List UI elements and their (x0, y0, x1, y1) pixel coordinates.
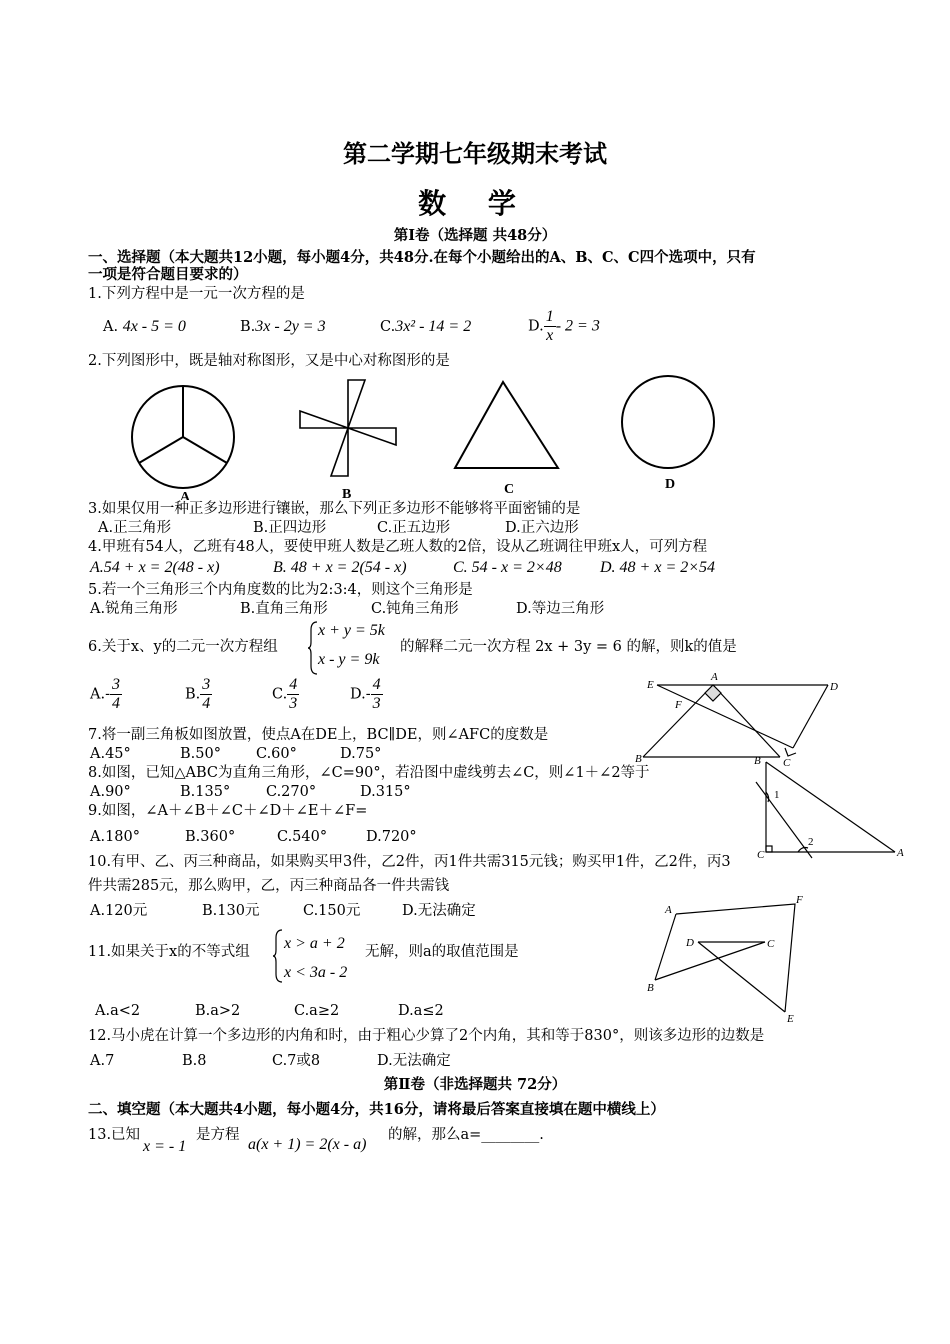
q9-option-a: A.180° (90, 829, 141, 845)
q3-stem: 3.如果仅用一种正多边形进行镶嵌，那么下列正多边形不能够将平面密铺的是 (88, 501, 581, 517)
q12-option-c: C.7或8 (272, 1053, 321, 1069)
q10-option-a: A.120元 (90, 903, 148, 919)
q6-option-b: B. $\frac{3}{4}$ (185, 676, 211, 712)
q4-option-d: D. 48 + x = 2×54 (600, 559, 716, 576)
q7-label-f: F (675, 699, 682, 711)
q8-label-1: 1 (774, 789, 780, 801)
section1-heading: 一、选择题（本大题共12小题，每小题4分，共48分.在每个小题给出的A、B、C、C四个选项中，只有 (88, 249, 756, 266)
subject-title: 数 学 (418, 187, 532, 220)
q4-stem: 4.甲班有54人，乙班有48人，要使甲班人数是乙班人数的2倍，设从乙班调往甲班x人，可列方程 (88, 539, 708, 555)
q9-label-f: F (796, 894, 803, 906)
q9-label-a: A (665, 904, 672, 916)
q5-option-c: C.钝角三角形 (371, 601, 459, 617)
q7-option-d: D.75° (340, 746, 382, 762)
q10-option-d: D.无法确定 (402, 903, 476, 919)
figure-b-pinwheel (300, 380, 396, 476)
q3-option-b: B.正四边形 (253, 520, 327, 536)
q6-option-a: A.- $\frac{3}{4}$ (90, 676, 120, 712)
q10-stem: 10.有甲、乙、丙三种商品，如果购买甲3件，乙2件，丙1件共需315元钱；购买甲1件，乙2件，丙3 (88, 854, 731, 870)
q11-option-a: A.a<2 (95, 1003, 141, 1019)
q3-option-c: C.正五边形 (377, 520, 451, 536)
q9-option-d: D.720° (366, 829, 417, 845)
part2-heading: 第Ⅱ卷（非选择题共 72分） (383, 1076, 567, 1093)
q1-stem: 1.下列方程中是一元一次方程的是 (88, 286, 305, 302)
q6-eq2: x - y = 9k (318, 651, 380, 668)
q11-stem-a: 11.如果关于x的不等式组 (88, 944, 250, 960)
q12-option-b: B.8 (182, 1053, 207, 1069)
q7-stem: 7.将一副三角板如图放置，使点A在DE上，BC∥DE，则∠AFC的度数是 (88, 727, 549, 743)
q6-eq1: x + y = 5k (318, 622, 385, 639)
q7-label-e: E (647, 679, 654, 691)
part1-heading: 第Ⅰ卷（选择题 共48分） (393, 227, 557, 244)
q5-stem: 5.若一个三角形三个内角度数的比为2:3:4，则这个三角形是 (88, 582, 473, 598)
q4-option-c: C. 54 - x = 2×48 (453, 559, 562, 576)
figure-a-divided-circle (132, 386, 234, 488)
q8-label-c: C (757, 849, 765, 861)
q9-label-c: C (767, 938, 775, 950)
q7-option-c: C.60° (256, 746, 297, 762)
q11-option-d: D.a≤2 (398, 1003, 444, 1019)
q9-label-b: B (647, 982, 654, 994)
q9-figure (640, 890, 815, 1025)
q8-option-b: B.135° (180, 784, 231, 800)
q8-figure (750, 754, 910, 864)
q6-option-d: D.- $\frac{4}{3}$ (350, 676, 381, 712)
q12-stem: 12.马小虎在计算一个多边形的内角和时，由于粗心少算了2个内角，其和等于830°，则该多边形的边数是 (88, 1028, 765, 1044)
q11-ineq2: x < 3a - 2 (284, 964, 348, 981)
q7-label-c: C (783, 757, 791, 768)
q13-middle: 是方程 (196, 1127, 240, 1143)
q8-stem: 8.如图，已知△ABC为直角三角形，∠C=90°，若沿图中虚线剪去∠C，则∠1＋∠2等于 (88, 765, 650, 781)
q5-option-b: B.直角三角形 (240, 601, 328, 617)
q3-option-d: D.正六边形 (505, 520, 579, 536)
q2-stem: 2.下列图形中，既是轴对称图形，又是中心对称图形的是 (88, 353, 450, 369)
q11-stem-b: 无解，则a的取值范围是 (365, 944, 519, 960)
q10-option-b: B.130元 (202, 903, 260, 919)
q5-option-a: A.锐角三角形 (90, 601, 178, 617)
figure-a-label: A (180, 490, 191, 500)
q11-option-c: C.a≥2 (294, 1003, 340, 1019)
q10-stem-cont: 件共需285元，那么购甲，乙，丙三种商品各一件共需钱 (88, 878, 450, 894)
q7-label-b: B (635, 753, 642, 765)
q11-option-b: B.a>2 (195, 1003, 241, 1019)
page-title: 第二学期七年级期末考试 (343, 139, 607, 168)
q13-prefix: 13.已知 (88, 1127, 141, 1143)
q12-option-a: A.7 (90, 1053, 115, 1069)
q8-label-a: A (897, 847, 904, 859)
figure-c-triangle (455, 382, 558, 468)
q7-label-d: D (830, 681, 838, 693)
q11-brace (272, 928, 284, 984)
q6-option-c: C. $\frac{4}{3}$ (272, 676, 298, 712)
q6-stem-b: 的解释二元一次方程 2x + 3y = 6 的解，则k的值是 (400, 639, 737, 655)
q5-option-d: D.等边三角形 (516, 601, 605, 617)
q4-option-b: B. 48 + x = 2(54 - x) (273, 559, 407, 576)
figure-d-label: D (665, 477, 676, 492)
q7-figure (635, 668, 850, 768)
q13-condition: x = - 1 (143, 1138, 187, 1155)
q3-option-a: A.正三角形 (98, 520, 172, 536)
q9-option-b: B.360° (185, 829, 236, 845)
q12-option-d: D.无法确定 (377, 1053, 451, 1069)
section2-heading: 二、填空题（本大题共4小题，每小题4分，共16分，请将最后答案直接填在题中横线上） (88, 1101, 665, 1118)
q11-ineq1: x > a + 2 (284, 935, 345, 952)
q7-option-a: A.45° (90, 746, 131, 762)
q1-option-b: B.3x - 2y = 3 (240, 318, 326, 335)
q4-option-a: A.54 + x = 2(48 - x) (90, 559, 220, 576)
q8-option-c: C.270° (266, 784, 317, 800)
section1-heading-cont: 一项是符合题目要求的） (88, 266, 248, 283)
q13-equation: a(x + 1) = 2(x - a) (248, 1136, 367, 1153)
q6-stem-a: 6.关于x、y的二元一次方程组 (88, 639, 278, 655)
q1-option-d: D. $\frac{1}{x}$ - 2 = 3 (528, 308, 600, 344)
q9-stem: 9.如图，∠A＋∠B＋∠C＋∠D＋∠E＋∠F= (88, 803, 368, 819)
q10-option-c: C.150元 (303, 903, 361, 919)
q8-label-b: B (754, 755, 761, 767)
q8-option-d: D.315° (360, 784, 411, 800)
q1-option-c: C.3x² - 14 = 2 (380, 318, 472, 335)
q8-label-2: 2 (808, 836, 814, 848)
q1-option-a: A. 4x - 5 = 0 (103, 318, 186, 335)
q8-option-a: A.90° (90, 784, 131, 800)
figure-d-circle (622, 376, 714, 468)
figure-b-label: B (342, 487, 352, 500)
q13-suffix: 的解，那么a=________. (388, 1127, 544, 1143)
figure-c-label: C (504, 482, 515, 497)
q9-option-c: C.540° (277, 829, 328, 845)
q2-figures (120, 375, 740, 500)
q7-option-b: B.50° (180, 746, 221, 762)
q9-label-d: D (686, 937, 694, 949)
q9-label-e: E (787, 1013, 794, 1025)
q7-label-a: A (711, 671, 718, 683)
